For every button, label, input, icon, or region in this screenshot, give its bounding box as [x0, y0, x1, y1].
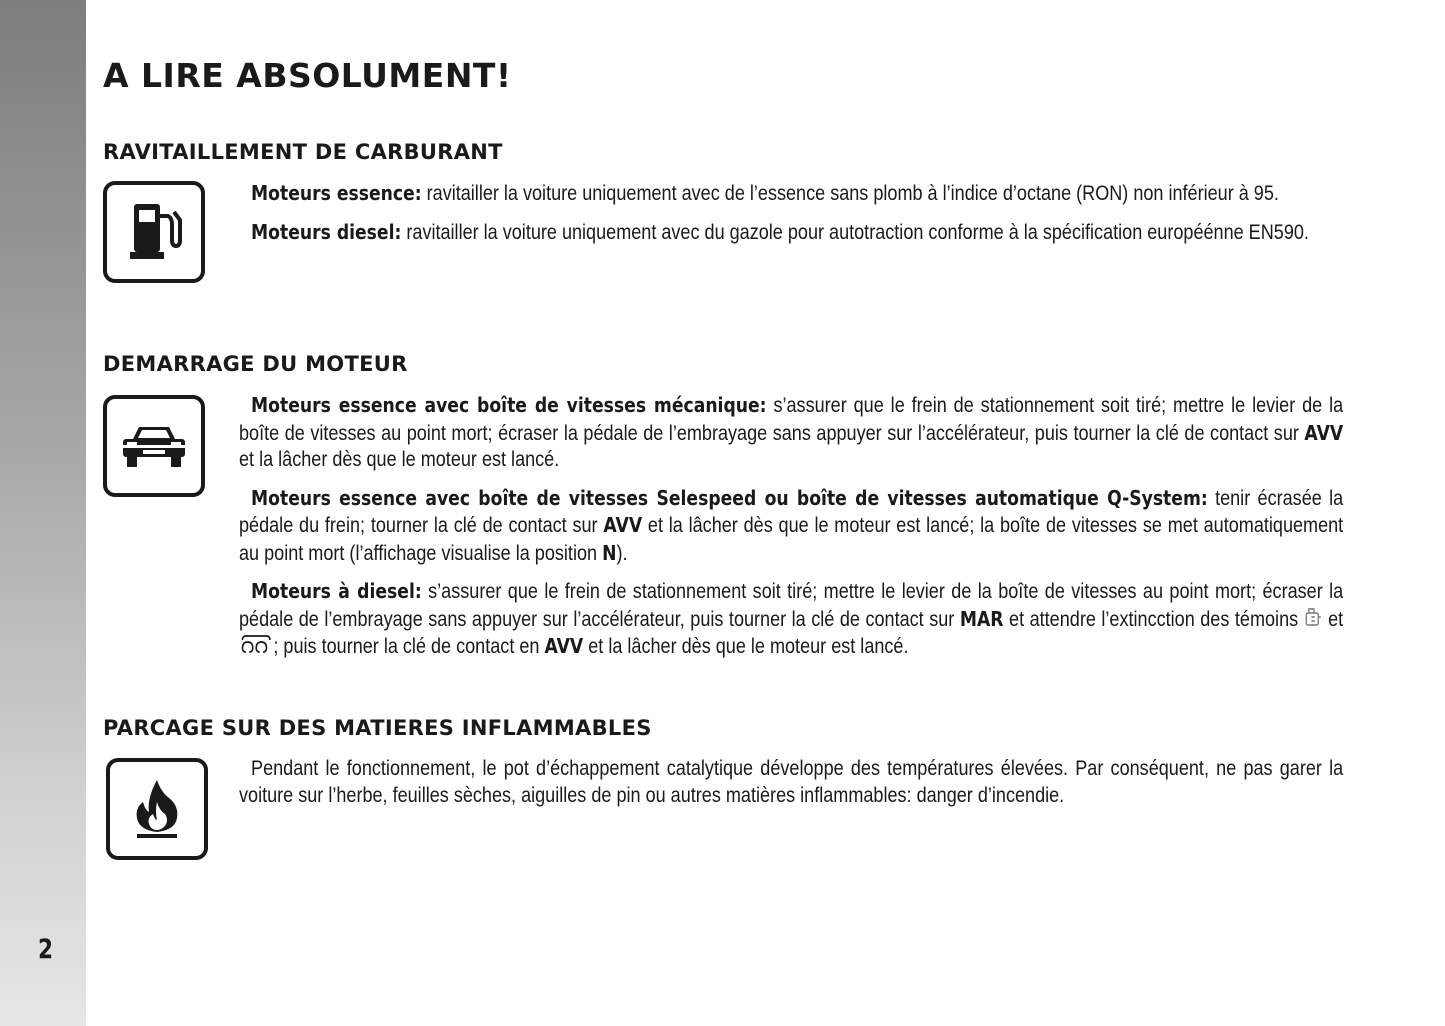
paragraph: Pendant le fonctionnement, le pot d’échappement catalytique développe des températures élevées. Par conséquent, ne pas garer la voiture sur l’herbe, feuilles sèches, aiguilles de pin ou autres matières inflammables: danger d’incendie. — [239, 757, 1344, 807]
paragraph-text: s’assurer que le frein de stationnement soit tiré; mettre le levier de la boîte de vitesses au point mort; écraser la pédale de l’embrayage sans appuyer sur l’accélérateur, puis tourner la clé de contact sur — [239, 394, 1344, 445]
section-heading-parking: PARCAGE SUR DES MATIERES INFLAMMABLES — [103, 716, 652, 740]
key-position: AVV — [544, 634, 584, 658]
bold-lead: Moteurs essence avec boîte de vitesses mécanique: — [251, 393, 767, 417]
bold-lead: Moteurs diesel: — [251, 219, 402, 244]
page-title: A LIRE ABSOLUMENT! — [103, 56, 512, 95]
paragraph — [239, 219, 1343, 247]
section-heading-fuel: RAVITAILLEMENT DE CARBURANT — [103, 140, 503, 164]
page-number: 2 — [38, 934, 54, 965]
paragraph-text: et attendre l’extincction des témoins — [1003, 607, 1304, 631]
fuel-text — [239, 180, 1343, 257]
injection-warning-icon — [1304, 607, 1323, 629]
parking-text — [239, 756, 1343, 820]
paragraph-text: et la lâcher dès que le moteur est lancé. — [239, 448, 560, 471]
paragraph-text: ravitailler la voiture uniquement avec de l’essence sans plomb à l’indice d’octane (RON) non inférieur à 95. — [421, 182, 1279, 205]
key-position: MAR — [959, 606, 1004, 631]
paragraph-text: et — [1322, 607, 1344, 631]
paragraph-text: ravitailler la voiture uniquement avec du gazole pour autotraction conforme à la spécification européénne EN590. — [401, 220, 1309, 244]
paragraph — [239, 392, 1343, 474]
flame-icon-box — [106, 758, 208, 860]
paragraph-text: et la lâcher dès que le moteur est lancé. — [583, 635, 909, 658]
key-position: AVV — [1304, 420, 1344, 445]
glow-plug-icon — [239, 634, 273, 656]
engine-text — [239, 392, 1343, 672]
car-icon-box — [103, 395, 205, 497]
fuel-icon-box — [103, 181, 205, 283]
bold-lead: Moteurs à diesel: — [251, 579, 422, 603]
paragraph-text: s’assurer que le frein de stationnement soit tiré; mettre le levier de la boîte de vitesses au point mort; écraser la pédale de l’embrayage sans appuyer sur l’accélérateur, puis tourner la clé de contact sur — [239, 580, 1344, 631]
gear-position: N — [602, 540, 617, 565]
flame-icon — [129, 776, 185, 842]
paragraph — [239, 180, 1343, 208]
fuel-pump-icon — [124, 200, 184, 264]
section-heading-engine: DEMARRAGE DU MOTEUR — [103, 352, 408, 376]
paragraph — [239, 578, 1343, 661]
key-position: AVV — [603, 513, 643, 537]
paragraph-text: tenir écrasée la pédale du frein; tourner la clé de contact sur — [239, 486, 1344, 537]
bold-lead: Moteurs essence avec boîte de vitesses Selespeed ou boîte de vitesses automatique Q-System: — [251, 485, 1208, 510]
paragraph — [239, 485, 1343, 568]
side-band — [0, 0, 86, 1026]
car-front-icon — [119, 421, 189, 471]
paragraph-text: ). — [616, 541, 628, 565]
bold-lead: Moteurs essence: — [251, 181, 422, 205]
paragraph-text: et la lâcher dès que le moteur est lancé; la boîte de vitesses se met automatiquement au point mort (l’affichage visualise la position — [239, 514, 1344, 565]
paragraph-text: ; puis tourner la clé de contact en — [273, 635, 545, 658]
